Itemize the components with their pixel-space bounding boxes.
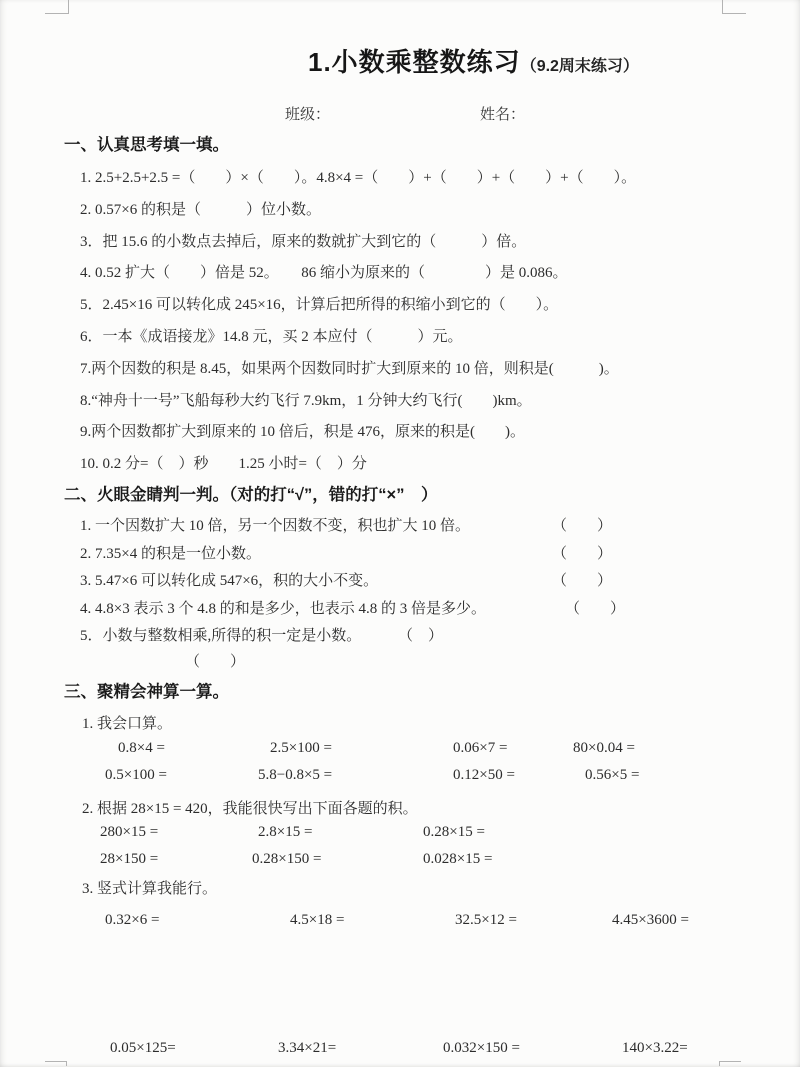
math-expression: 0.32×6 = <box>105 912 160 928</box>
vertical-calc-row-1 <box>0 912 800 934</box>
math-expression: 2.5×100 = <box>270 740 332 756</box>
vertical-calc-label: 3. 竖式计算我能行。 <box>82 881 218 897</box>
vertical-calc-row-2 <box>0 1040 800 1062</box>
quick-product-row-1 <box>0 824 800 846</box>
judge-item-4 <box>80 596 770 624</box>
answer-parentheses: （ ） <box>552 573 613 590</box>
section-3-heading: 三、聚精会神算一算。 <box>64 683 229 701</box>
math-expression: 0.28×150 = <box>252 851 322 867</box>
judge-item-5 <box>80 623 770 651</box>
fill-blank-item-9: 9.两个因数都扩大到原来的 10 倍后，积是 476，原来的积是( )。 <box>80 424 525 441</box>
math-expression: 0.28×15 = <box>423 824 485 840</box>
fill-blank-item-4: 4. 0.52 扩大（ ）倍是 52。 86 缩小为原来的（ ）是 0.086。 <box>80 265 568 282</box>
quick-product-label: 2. 根据 28×15 = 420，我能很快写出下面各题的积。 <box>82 801 418 817</box>
judge-item-2 <box>80 541 770 569</box>
oral-calc-row-2 <box>0 767 800 789</box>
extra-answer-parentheses: （ ） <box>185 654 246 670</box>
class-field-label: 班级： <box>285 107 331 123</box>
answer-parentheses: （ ） <box>398 628 444 645</box>
section-2-heading: 二、火眼金睛判一判。（对的打“√”，错的打“×” ） <box>64 486 438 504</box>
math-expression: 0.12×50 = <box>453 767 515 783</box>
math-expression: 28×150 = <box>100 851 159 867</box>
title-subtitle-text: （9.2周末练习） <box>520 58 639 75</box>
math-expression: 2.8×15 = <box>258 824 313 840</box>
judge-item-1 <box>80 513 770 541</box>
section-1-fill-blank-list <box>80 163 780 481</box>
math-expression: 0.05×125= <box>110 1040 176 1056</box>
answer-parentheses: （ ） <box>565 600 626 617</box>
section-2-judge-list <box>80 513 770 651</box>
oral-calc-row-1 <box>0 740 800 762</box>
page-title <box>308 42 639 79</box>
math-expression: 4.5×18 = <box>290 912 345 928</box>
quick-product-row-2 <box>0 851 800 873</box>
math-expression: 0.5×100 = <box>105 767 167 783</box>
fill-blank-item-8: 8.“神舟十一号”飞船每秒大约飞行 7.9km，1 分钟大约飞行( )km。 <box>80 392 532 409</box>
fill-blank-item-5: 5．2.45×16 可以转化成 245×16，计算后把所得的积缩小到它的（ ）。 <box>80 297 559 314</box>
math-expression: 32.5×12 = <box>455 912 517 928</box>
student-info-row <box>0 103 800 125</box>
fill-blank-item-7: 7.两个因数的积是 8.45，如果两个因数同时扩大到原来的 10 倍，则积是( )。 <box>80 360 619 377</box>
math-expression: 4.45×3600 = <box>612 912 689 928</box>
fill-blank-item-6: 6．一本《成语接龙》14.8 元，买 2 本应付（ ）元。 <box>80 328 463 345</box>
judge-item-3 <box>80 568 770 596</box>
math-expression: 3.34×21= <box>278 1040 337 1056</box>
math-expression: 280×15 = <box>100 824 159 840</box>
fill-blank-item-2: 2. 0.57×6 的积是（ ）位小数。 <box>80 201 321 218</box>
crop-mark-top-right <box>722 0 746 14</box>
math-expression: 0.06×7 = <box>453 740 508 756</box>
math-expression: 0.028×15 = <box>423 851 493 867</box>
fill-blank-item-1: 1. 2.5+2.5+2.5 =（ ）×（ ）。4.8×4 =（ ）+（ ）+（ ）+（ ）。 <box>80 170 637 186</box>
answer-parentheses: （ ） <box>552 518 613 534</box>
math-expression: 80×0.04 = <box>573 740 635 756</box>
answer-parentheses: （ ） <box>552 545 613 562</box>
math-expression: 0.8×4 = <box>118 740 165 756</box>
math-expression: 140×3.22= <box>622 1040 688 1056</box>
judge-item-text: 1. 一个因数扩大 10 倍，另一个因数不变，积也扩大 10 倍。 <box>80 518 471 534</box>
oral-calc-label: 1. 我会口算。 <box>82 716 173 732</box>
math-expression: 0.032×150 = <box>443 1040 520 1056</box>
judge-item-text: 3. 5.47×6 可以转化成 547×6，积的大小不变。 <box>80 573 379 590</box>
title-main-text: 1.小数乘整数练习 <box>308 47 521 77</box>
section-1-heading: 一、认真思考填一填。 <box>64 136 229 154</box>
math-expression: 0.56×5 = <box>585 767 640 783</box>
math-expression: 5.8−0.8×5 = <box>258 767 333 783</box>
fill-blank-item-10: 10. 0.2 分=（ ）秒 1.25 小时=（ ）分 <box>80 456 367 473</box>
fill-blank-item-3: 3．把 15.6 的小数点去掉后，原来的数就扩大到它的（ ）倍。 <box>80 233 527 250</box>
name-field-label: 姓名： <box>480 107 526 123</box>
judge-item-text: 2. 7.35×4 的积是一位小数。 <box>80 545 261 562</box>
judge-item-text: 4. 4.8×3 表示 3 个 4.8 的和是多少，也表示 4.8 的 3 倍是多少。 <box>80 600 486 617</box>
crop-mark-top-left <box>45 0 69 14</box>
judge-item-text: 5．小数与整数相乘,所得的积一定是小数。 <box>80 628 362 645</box>
